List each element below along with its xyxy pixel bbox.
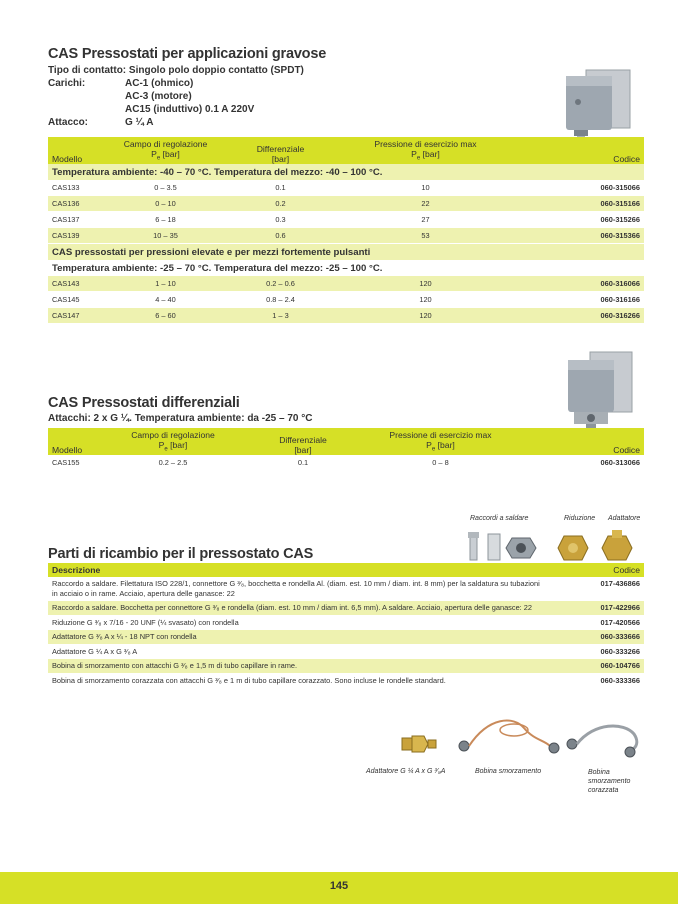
table-row: Bobina di smorzamento con attacchi G ³⁄₈ e 1,5 m di tubo capillare in rame. 060-104766 [48,659,644,674]
spare-parts-image [460,526,650,566]
page-number: 145 [329,880,349,892]
col-code: Codice [513,428,644,455]
band-temp-2: Temperatura ambiente: -25 – 70 °C. Temperatura del mezzo: -25 – 100 °C. [48,260,644,276]
coil-images [394,716,644,766]
table-row: CAS145 4 – 40 0.8 – 2.4 120 060-316166 [48,292,644,308]
load-item: AC-1 (ohmico) [125,78,194,89]
table-row: CAS155 0.2 – 2.5 0.1 0 – 8 060-313066 [48,455,644,471]
caption-adapter: Adattatore [608,515,641,522]
section-title-spare-parts: Parti di ricambio per il pressostato CAS [48,546,314,562]
connection-label: Attacco: [48,117,89,128]
caption-adapter-2: Adattatore G ¼ A x G ³⁄₈A [366,768,446,775]
table-row: Adattatore G ³⁄₈ A x ¼ - 18 NPT con rondella 060-333666 [48,630,644,645]
section-title-differential: CAS Pressostati differenziali [48,395,240,411]
section-title-heavy-duty: CAS Pressostati per applicazioni gravose [48,46,327,62]
col-range: Campo di regolazione $P_e$ [bar] [108,137,223,164]
col-code: Codice [513,137,644,164]
load-item: AC15 (induttivo) 0.1 A 220V [125,104,255,115]
band-high-pressure: CAS pressostati per pressioni elevate e per mezzi fortemente pulsanti [48,244,644,261]
caption-coil: Bobina smorzamento [475,768,542,775]
col-code: Codice [548,563,644,577]
table-row: Riduzione G ³⁄₈ x 7/16 - 20 UNF (¼ svasato) con rondella 017-420566 [48,615,644,630]
col-model: Modello [48,428,108,455]
connection-value: G ¼ A [125,117,154,128]
spare-parts-table [48,563,644,688]
col-description: Descrizione [48,563,548,577]
table-row: Raccordo a saldare. Bocchetta per connettore G ³⁄₈ e rondella (diam. est. 10 mm / diam int. 6,5 mm). A saldare. Acciaio, apertura delle ganasce: 22 017-422966 [48,601,644,616]
table-row: CAS147 6 – 60 1 – 3 120 060-316266 [48,308,644,324]
caption-reduction: Riduzione [564,515,596,522]
col-diff: Differenziale [bar] [223,137,338,164]
col-range: Campo di regolazione $P_e$ [bar] [108,428,238,455]
col-maxp: Pressione di esercizio max $P_e$ [bar] [338,137,513,164]
differential-switch-image [560,350,636,434]
table-row: CAS133 0 – 3.5 0.1 10 060-315066 [48,180,644,196]
table-row: CAS139 10 – 35 0.6 53 060-315366 [48,228,644,244]
loads-label: Carichi: [48,78,86,89]
col-diff: Differenziale [bar] [238,428,368,455]
table-row: CAS136 0 – 10 0.2 22 060-315166 [48,196,644,212]
pressure-switch-image [556,68,632,144]
col-maxp: Pressione di esercizio max $P_e$ [bar] [368,428,513,455]
differential-sub: Attacchi: 2 x G ¼. Temperatura ambiente: da -25 – 70 °C [48,413,313,424]
table-row: Bobina di smorzamento corazzata con attacchi G ³⁄₈ e 1 m di tubo capillare corazzato. Sono incluse le rondelle standard. 060-333366 [48,673,644,688]
table-row: Raccordo a saldare. Filettatura ISO 228/1, connettore G ³⁄₈, bocchetta e rondella Al. (diam. est. 10 mm / diam. int. 8 mm) per la saldatura su tubazioni in acciaio o in rame. Acciaio, apertura delle ganasce: 22 017-436866 [48,577,644,601]
heavy-duty-table [48,137,644,324]
col-model: Modello [48,137,108,164]
band-temp-1: Temperatura ambiente: -40 – 70 °C. Temperatura del mezzo: -40 – 100 °C. [48,164,644,180]
caption-armored-coil: Bobina smorzamento corazzata [588,769,631,794]
table-row: Adattatore G ¼ A x G ³⁄₈ A 060-333266 [48,644,644,659]
table-row: CAS137 6 – 18 0.3 27 060-315266 [48,212,644,228]
table-row: CAS143 1 – 10 0.2 – 0.6 120 060-316066 [48,276,644,292]
load-item: AC-3 (motore) [125,91,192,102]
contact-type: Tipo di contatto: Singolo polo doppio contatto (SPDT) [48,65,304,76]
caption-weld-fittings: Raccordi a saldare [470,515,529,522]
differential-table [48,428,644,471]
